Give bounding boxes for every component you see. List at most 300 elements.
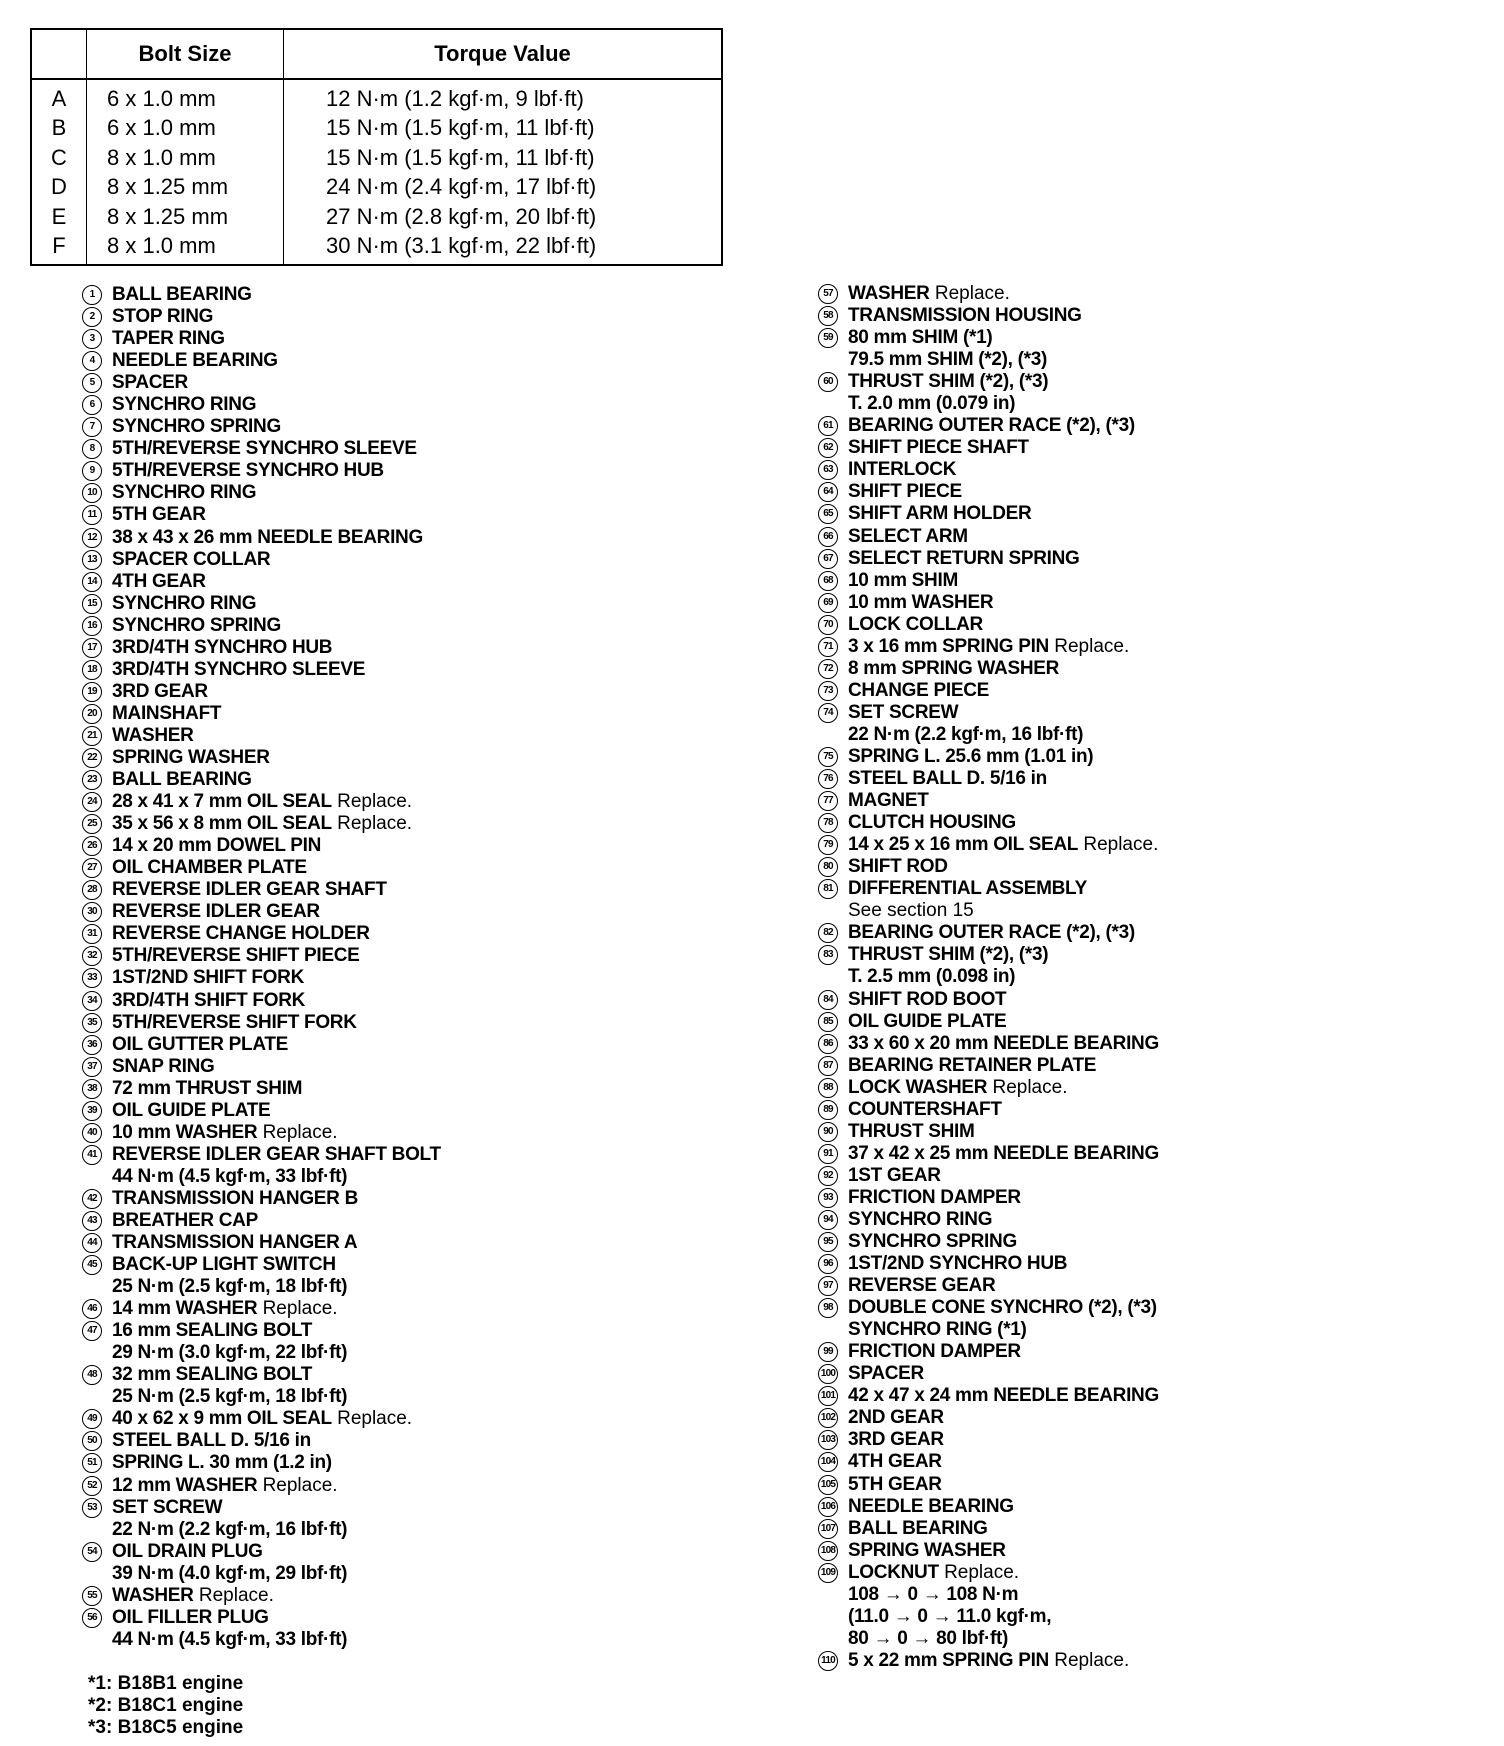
part-number-badge: 46 xyxy=(82,1299,102,1319)
part-name: COUNTERSHAFT xyxy=(848,1098,1002,1120)
part-item xyxy=(82,1144,441,1188)
part-note: Replace. xyxy=(944,1561,1020,1583)
part-number-badge: 107 xyxy=(818,1519,838,1539)
part-number-badge: 34 xyxy=(82,991,102,1011)
part-text xyxy=(848,658,1059,680)
part-note: Replace. xyxy=(1054,635,1130,657)
part-name: FRICTION DAMPER xyxy=(848,1186,1021,1208)
part-number-badge: 93 xyxy=(818,1188,838,1208)
part-number-badge: 85 xyxy=(818,1012,838,1032)
part-text xyxy=(848,1275,995,1297)
part-spec: (11.0 → 0 → 11.0 kgf·m, xyxy=(848,1605,1052,1627)
part-number-badge: 19 xyxy=(82,682,102,702)
part-name: TRANSMISSION HANGER A xyxy=(112,1232,358,1254)
part-item xyxy=(818,1209,1159,1231)
part-name: MAINSHAFT xyxy=(112,702,222,724)
part-text xyxy=(112,593,256,615)
part-item xyxy=(82,681,441,703)
part-number-badge: 37 xyxy=(82,1057,102,1077)
part-spec: 39 N·m (4.0 kgf·m, 29 lbf·ft) xyxy=(112,1562,348,1584)
part-name: 3RD GEAR xyxy=(848,1429,944,1451)
part-name: 14 x 25 x 16 mm OIL SEAL xyxy=(848,834,1079,856)
part-text xyxy=(848,305,1082,327)
part-item xyxy=(82,1056,441,1078)
part-text xyxy=(112,615,281,637)
part-number-badge: 60 xyxy=(818,372,838,392)
part-name: BALL BEARING xyxy=(112,769,252,791)
part-number-badge: 17 xyxy=(82,638,102,658)
part-name: OIL GUTTER PLATE xyxy=(112,1033,289,1055)
part-number-badge: 106 xyxy=(818,1497,838,1517)
part-text xyxy=(848,283,1010,305)
part-number-badge: 55 xyxy=(82,1586,102,1606)
row-letter: A xyxy=(31,79,87,113)
part-number-badge: 22 xyxy=(82,748,102,768)
part-item xyxy=(818,680,1159,702)
part-name: 3RD/4TH SYNCHRO SLEEVE xyxy=(112,658,366,680)
part-number-badge: 72 xyxy=(818,659,838,679)
part-name: CLUTCH HOUSING xyxy=(848,812,1016,834)
part-note: Replace. xyxy=(1054,1649,1130,1671)
part-text xyxy=(848,768,1047,790)
part-item xyxy=(818,1275,1159,1297)
part-text xyxy=(112,901,320,923)
part-item xyxy=(82,923,441,945)
part-number-badge: 90 xyxy=(818,1122,838,1142)
part-spec: 29 N·m (3.0 kgf·m, 22 lbf·ft) xyxy=(112,1342,348,1364)
part-item xyxy=(818,1011,1159,1033)
row-letter: F xyxy=(31,231,87,265)
part-text xyxy=(848,614,983,636)
part-text xyxy=(112,504,206,526)
part-number-badge: 44 xyxy=(82,1233,102,1253)
part-name: SYNCHRO SPRING xyxy=(848,1231,1017,1253)
part-text xyxy=(112,990,305,1012)
part-note: Replace. xyxy=(337,813,413,835)
part-number-badge: 23 xyxy=(82,770,102,790)
part-item xyxy=(82,438,441,460)
part-name: 14 mm WASHER xyxy=(112,1298,258,1320)
part-item xyxy=(82,857,441,879)
part-text xyxy=(848,1077,1067,1099)
part-number-badge: 67 xyxy=(818,549,838,569)
part-item xyxy=(82,1210,441,1232)
part-number-badge: 108 xyxy=(818,1541,838,1561)
part-text xyxy=(848,437,1029,459)
part-number-badge: 48 xyxy=(82,1365,102,1385)
part-text xyxy=(848,1055,1096,1077)
part-number-badge: 14 xyxy=(82,572,102,592)
part-name: 1ST/2ND SYNCHRO HUB xyxy=(848,1253,1068,1275)
part-number-badge: 42 xyxy=(82,1189,102,1209)
part-name: THRUST SHIM (*2), (*3) xyxy=(848,944,1049,966)
part-name: 10 mm SHIM xyxy=(848,569,958,591)
part-spec: T. 2.5 mm (0.098 in) xyxy=(848,966,1016,988)
part-number-badge: 27 xyxy=(82,858,102,878)
part-text xyxy=(112,1541,347,1585)
part-note: Replace. xyxy=(1083,834,1159,856)
part-spec: 79.5 mm SHIM (*2), (*3) xyxy=(848,349,1047,371)
part-item xyxy=(82,659,441,681)
part-item xyxy=(82,879,441,901)
part-text xyxy=(848,636,1129,658)
part-name: WASHER xyxy=(848,283,930,304)
row-bolt-size: 6 x 1.0 mm xyxy=(87,79,284,113)
row-torque-value: 12 N·m (1.2 kgf·m, 9 lbf·ft) xyxy=(326,86,584,111)
row-bolt-size: 8 x 1.0 mm xyxy=(87,143,284,172)
part-item xyxy=(82,1078,441,1100)
part-number-badge: 73 xyxy=(818,681,838,701)
part-text xyxy=(112,1430,311,1452)
part-text xyxy=(848,1165,941,1187)
part-item xyxy=(818,1407,1159,1429)
part-name: 35 x 56 x 8 mm OIL SEAL xyxy=(112,813,332,835)
part-name: 80 mm SHIM (*1) xyxy=(848,327,993,349)
part-number-badge: 21 xyxy=(82,726,102,746)
part-text xyxy=(112,1585,274,1607)
part-number-badge: 33 xyxy=(82,968,102,988)
part-number-badge: 68 xyxy=(818,571,838,591)
part-name: NEEDLE BEARING xyxy=(112,350,278,372)
part-text xyxy=(848,459,956,481)
part-number-badge: 103 xyxy=(818,1430,838,1450)
part-item xyxy=(818,746,1159,768)
part-number-badge: 38 xyxy=(82,1079,102,1099)
part-text xyxy=(112,1475,338,1497)
part-text xyxy=(112,438,417,460)
part-text xyxy=(848,1209,992,1231)
row-torque-value: 30 N·m (3.1 kgf·m, 22 lbf·ft) xyxy=(326,233,597,259)
footnotes xyxy=(88,1673,243,1739)
part-name: REVERSE IDLER GEAR SHAFT BOLT xyxy=(112,1143,441,1165)
part-number-badge: 5 xyxy=(82,373,102,393)
part-name: 5TH/REVERSE SYNCHRO HUB xyxy=(112,460,384,482)
part-number-badge: 41 xyxy=(82,1145,102,1165)
part-text xyxy=(112,482,256,504)
part-item xyxy=(818,989,1159,1011)
part-name: TRANSMISSION HANGER B xyxy=(112,1187,358,1209)
part-name: SPRING L. 25.6 mm (1.01 in) xyxy=(848,745,1094,767)
part-text xyxy=(848,1121,975,1143)
part-number-badge: 10 xyxy=(82,483,102,503)
part-number-badge: 76 xyxy=(818,769,838,789)
part-name: SPACER COLLAR xyxy=(112,548,271,570)
part-number-badge: 96 xyxy=(818,1254,838,1274)
part-text xyxy=(848,327,1047,371)
part-item xyxy=(82,460,441,482)
part-item xyxy=(818,1474,1159,1496)
part-number-badge: 13 xyxy=(82,550,102,570)
part-text xyxy=(112,637,332,659)
part-text xyxy=(848,1011,1006,1033)
part-number-badge: 12 xyxy=(82,528,102,548)
part-text xyxy=(112,306,213,328)
part-text xyxy=(112,1320,347,1364)
part-item xyxy=(82,1452,441,1474)
part-item xyxy=(818,1187,1159,1209)
part-name: CHANGE PIECE xyxy=(848,679,990,701)
part-name: BALL BEARING xyxy=(848,1517,988,1539)
part-text xyxy=(848,415,1135,437)
part-text xyxy=(848,702,1083,746)
part-text xyxy=(112,923,370,945)
part-spec: 25 N·m (2.5 kgf·m, 18 lbf·ft) xyxy=(112,1276,348,1298)
part-text xyxy=(848,1341,1021,1363)
part-text xyxy=(848,592,993,614)
part-name: SHIFT ROD xyxy=(848,856,948,878)
part-item xyxy=(82,1012,441,1034)
part-number-badge: 8 xyxy=(82,439,102,459)
part-text xyxy=(112,1056,215,1078)
part-name: 5TH GEAR xyxy=(112,504,206,526)
part-text xyxy=(112,1452,332,1474)
part-item xyxy=(82,637,441,659)
part-number-badge: 56 xyxy=(82,1608,102,1628)
part-item xyxy=(82,1364,441,1408)
part-text xyxy=(848,790,929,812)
part-name: 42 x 47 x 24 mm NEEDLE BEARING xyxy=(848,1385,1159,1407)
part-number-badge: 100 xyxy=(818,1364,838,1384)
part-reference: See section 15 xyxy=(848,900,974,922)
part-number-badge: 39 xyxy=(82,1101,102,1121)
part-name: SNAP RING xyxy=(112,1055,215,1077)
part-text xyxy=(112,1188,358,1210)
part-name: FRICTION DAMPER xyxy=(848,1341,1021,1363)
part-item xyxy=(82,1122,441,1144)
part-number-badge: 75 xyxy=(818,747,838,767)
part-item xyxy=(82,1188,441,1210)
part-number-badge: 30 xyxy=(82,902,102,922)
part-name: OIL FILLER PLUG xyxy=(112,1606,269,1628)
part-name: 40 x 62 x 9 mm OIL SEAL xyxy=(112,1408,332,1430)
part-number-badge: 81 xyxy=(818,879,838,899)
part-text xyxy=(848,834,1158,856)
part-item xyxy=(82,549,441,571)
part-text xyxy=(112,857,307,879)
part-number-badge: 36 xyxy=(82,1035,102,1055)
part-text xyxy=(112,1210,258,1232)
part-text xyxy=(112,284,252,306)
part-text xyxy=(848,1099,1002,1121)
part-number-badge: 92 xyxy=(818,1166,838,1186)
part-item xyxy=(818,1165,1159,1187)
part-text xyxy=(848,878,1087,922)
part-note: Replace. xyxy=(262,1121,338,1143)
part-item xyxy=(818,1121,1159,1143)
part-name: 10 mm WASHER xyxy=(848,591,994,613)
part-item xyxy=(818,459,1159,481)
part-number-badge: 45 xyxy=(82,1255,102,1275)
part-text xyxy=(848,526,968,548)
part-name: LOCK WASHER xyxy=(848,1076,988,1098)
part-number-badge: 109 xyxy=(818,1563,838,1583)
part-name: 8 mm SPRING WASHER xyxy=(848,657,1060,679)
part-text xyxy=(848,1518,988,1540)
part-name: REVERSE GEAR xyxy=(848,1275,996,1297)
part-text xyxy=(112,1078,302,1100)
part-item xyxy=(818,614,1159,636)
part-number-badge: 86 xyxy=(818,1034,838,1054)
part-number-badge: 65 xyxy=(818,504,838,524)
part-text xyxy=(112,1254,347,1298)
part-text xyxy=(112,1122,338,1144)
part-number-badge: 7 xyxy=(82,417,102,437)
part-name: OIL GUIDE PLATE xyxy=(112,1099,271,1121)
part-number-badge: 62 xyxy=(818,438,838,458)
part-text xyxy=(848,570,958,592)
part-text xyxy=(112,549,270,571)
part-name: STEEL BALL D. 5/16 in xyxy=(848,768,1047,790)
part-text xyxy=(112,967,304,989)
part-item xyxy=(82,328,441,350)
part-item xyxy=(818,305,1159,327)
part-name: MAGNET xyxy=(848,790,929,812)
part-number-badge: 102 xyxy=(818,1408,838,1428)
part-number-badge: 54 xyxy=(82,1542,102,1562)
row-letter: B xyxy=(31,113,87,142)
part-item xyxy=(818,592,1159,614)
part-number-badge: 64 xyxy=(818,482,838,502)
part-text xyxy=(112,813,412,835)
parts-list-right xyxy=(818,283,1159,1672)
part-number-badge: 16 xyxy=(82,616,102,636)
part-number-badge: 74 xyxy=(818,703,838,723)
part-item xyxy=(82,615,441,637)
part-number-badge: 2 xyxy=(82,307,102,327)
part-number-badge: 40 xyxy=(82,1123,102,1143)
part-number-badge: 15 xyxy=(82,594,102,614)
part-text xyxy=(112,945,360,967)
part-spec: 22 N·m (2.2 kgf·m, 16 lbf·ft) xyxy=(112,1518,348,1540)
part-number-badge: 52 xyxy=(82,1476,102,1496)
part-name: NEEDLE BEARING xyxy=(848,1495,1014,1517)
part-number-badge: 31 xyxy=(82,924,102,944)
part-item xyxy=(82,1607,441,1651)
part-item xyxy=(818,327,1159,371)
part-text xyxy=(848,746,1093,768)
part-text xyxy=(112,791,412,813)
part-name: 1ST GEAR xyxy=(848,1164,941,1186)
part-text xyxy=(112,1012,357,1034)
part-text xyxy=(112,1100,270,1122)
part-text xyxy=(848,1474,942,1496)
part-name: 3 x 16 mm SPRING PIN xyxy=(848,635,1049,657)
part-spec: SYNCHRO RING (*1) xyxy=(848,1319,1027,1341)
part-name: DIFFERENTIAL ASSEMBLY xyxy=(848,878,1087,900)
part-item xyxy=(818,503,1159,525)
part-spec: T. 2.0 mm (0.079 in) xyxy=(848,393,1016,415)
torque-row xyxy=(31,113,722,142)
part-name: 12 mm WASHER xyxy=(112,1474,258,1496)
part-item xyxy=(818,1650,1159,1672)
part-text xyxy=(112,703,221,725)
part-name: STEEL BALL D. 5/16 in xyxy=(112,1430,311,1452)
part-name: REVERSE IDLER GEAR xyxy=(112,901,320,923)
part-name: WASHER xyxy=(112,1584,194,1606)
part-name: REVERSE CHANGE HOLDER xyxy=(112,923,370,945)
part-text xyxy=(848,1231,1017,1253)
part-item xyxy=(818,1055,1159,1077)
part-text xyxy=(112,416,281,438)
part-name: OIL GUIDE PLATE xyxy=(848,1010,1007,1032)
part-name: INTERLOCK xyxy=(848,459,957,481)
part-number-badge: 63 xyxy=(818,460,838,480)
part-number-badge: 105 xyxy=(818,1475,838,1495)
part-number-badge: 20 xyxy=(82,704,102,724)
part-item xyxy=(818,1518,1159,1540)
part-name: SPACER xyxy=(848,1363,924,1385)
part-spec: 80 → 0 → 80 lbf·ft) xyxy=(848,1627,1009,1649)
part-number-badge: 28 xyxy=(82,880,102,900)
part-text xyxy=(112,659,365,681)
part-item xyxy=(82,527,441,549)
row-torque-value: 27 N·m (2.8 kgf·m, 20 lbf·ft) xyxy=(326,203,597,229)
part-number-badge: 78 xyxy=(818,813,838,833)
part-item xyxy=(818,1231,1159,1253)
part-item xyxy=(82,1320,441,1364)
part-item xyxy=(818,834,1159,856)
part-text xyxy=(848,922,1135,944)
part-name: OIL DRAIN PLUG xyxy=(112,1540,263,1562)
part-name: 72 mm THRUST SHIM xyxy=(112,1077,303,1099)
part-item xyxy=(82,482,441,504)
part-number-badge: 32 xyxy=(82,946,102,966)
part-name: 10 mm WASHER xyxy=(112,1121,258,1143)
part-name: SYNCHRO RING xyxy=(112,592,257,614)
part-name: 3RD/4TH SHIFT FORK xyxy=(112,989,306,1011)
part-item xyxy=(818,768,1159,790)
part-item xyxy=(818,944,1159,988)
part-number-badge: 70 xyxy=(818,615,838,635)
part-item xyxy=(82,901,441,923)
part-number-badge: 87 xyxy=(818,1056,838,1076)
part-item xyxy=(818,812,1159,834)
part-item xyxy=(818,1253,1159,1275)
part-number-badge: 43 xyxy=(82,1211,102,1231)
part-item xyxy=(82,504,441,526)
part-number-badge: 95 xyxy=(818,1232,838,1252)
part-number-badge: 66 xyxy=(818,527,838,547)
part-number-badge: 3 xyxy=(82,329,102,349)
part-item xyxy=(82,813,441,835)
part-name: 33 x 60 x 20 mm NEEDLE BEARING xyxy=(848,1032,1159,1054)
part-number-badge: 4 xyxy=(82,351,102,371)
part-name: OIL CHAMBER PLATE xyxy=(112,857,307,879)
part-number-badge: 59 xyxy=(818,328,838,348)
part-item xyxy=(818,1033,1159,1055)
part-item xyxy=(818,790,1159,812)
part-text xyxy=(848,1297,1157,1341)
part-item xyxy=(818,371,1159,415)
part-text xyxy=(112,835,321,857)
part-text xyxy=(848,1143,1159,1165)
part-item xyxy=(818,878,1159,922)
part-name: SYNCHRO SPRING xyxy=(112,416,281,438)
part-text xyxy=(112,571,206,593)
footnote: *1: B18B1 engine xyxy=(88,1673,244,1694)
part-name: DOUBLE CONE SYNCHRO (*2), (*3) xyxy=(848,1297,1157,1319)
part-item xyxy=(818,1077,1159,1099)
part-text xyxy=(848,1407,944,1429)
part-number-badge: 47 xyxy=(82,1321,102,1341)
part-spec: 44 N·m (4.5 kgf·m, 33 lbf·ft) xyxy=(112,1165,348,1187)
part-text xyxy=(112,1497,347,1541)
part-item xyxy=(82,350,441,372)
row-letter: D xyxy=(31,172,87,201)
part-number-badge: 88 xyxy=(818,1078,838,1098)
row-bolt-size: 6 x 1.0 mm xyxy=(87,113,284,142)
part-item xyxy=(82,1232,441,1254)
